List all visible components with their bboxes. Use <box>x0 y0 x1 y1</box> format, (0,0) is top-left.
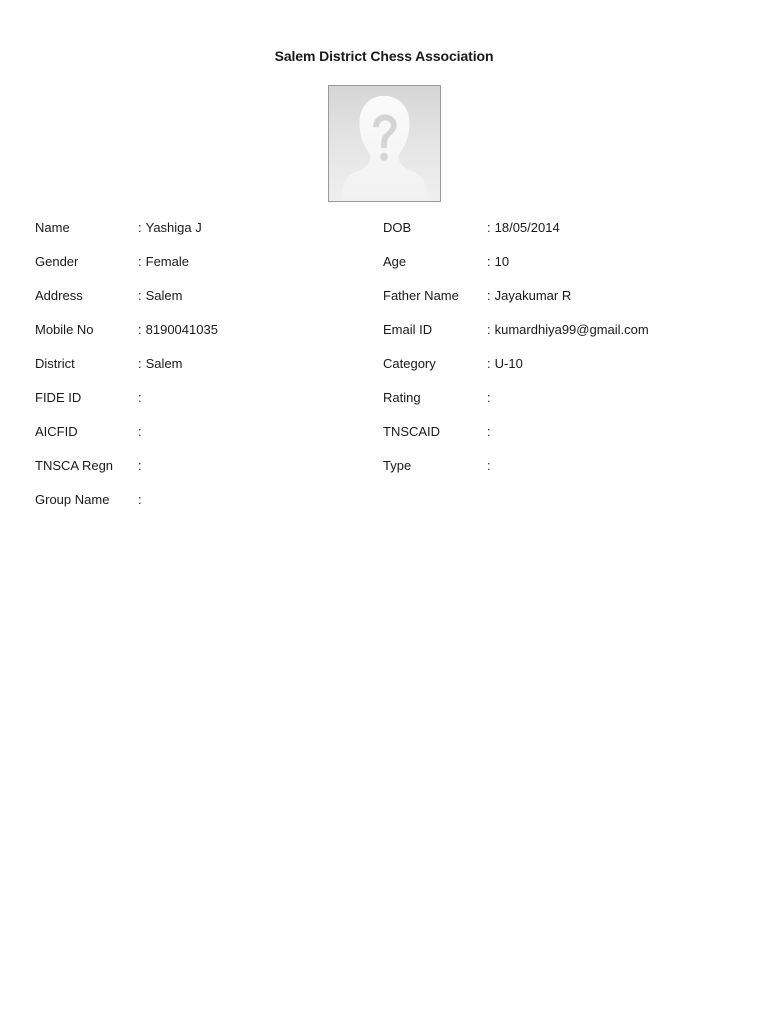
father-name-value: Jayakumar R <box>494 288 572 303</box>
age-value: 10 <box>494 254 510 269</box>
dob-value: 18/05/2014 <box>494 220 560 235</box>
field-value: : Yashiga J <box>138 220 202 235</box>
field-label: Address <box>35 288 83 303</box>
field-value: : <box>487 424 491 439</box>
email-id-value: kumardhiya99@gmail.com <box>494 322 649 337</box>
profile-photo-placeholder <box>328 85 441 202</box>
field-value: : kumardhiya99@gmail.com <box>487 322 649 337</box>
address-value: Salem <box>145 288 183 303</box>
field-label: AICFID <box>35 424 78 439</box>
district-value: Salem <box>145 356 183 371</box>
field-value: : <box>138 492 142 507</box>
field-label: Group Name <box>35 492 110 507</box>
field-label: TNSCAID <box>383 424 441 439</box>
field-value: : <box>138 458 142 473</box>
field-label: District <box>35 356 75 371</box>
field-label: Age <box>383 254 407 269</box>
field-value: : 8190041035 <box>138 322 218 337</box>
mobile-no-value: 8190041035 <box>145 322 218 337</box>
field-label: FIDE ID <box>35 390 82 405</box>
field-value: : 18/05/2014 <box>487 220 560 235</box>
field-label: Category <box>383 356 436 371</box>
field-label: DOB <box>383 220 412 235</box>
field-value: : <box>487 458 491 473</box>
name-value: Yashiga J <box>145 220 202 235</box>
field-label: Email ID <box>383 322 433 337</box>
field-label: Type <box>383 458 412 473</box>
field-value: : Salem <box>138 288 183 303</box>
field-value: : <box>138 390 142 405</box>
field-value: : U-10 <box>487 356 523 371</box>
field-label: Name <box>35 220 70 235</box>
field-label: TNSCA Regn <box>35 458 114 473</box>
field-label: Mobile No <box>35 322 94 337</box>
field-value: : Jayakumar R <box>487 288 572 303</box>
unknown-person-placeholder-icon <box>329 86 440 201</box>
field-value: : Female <box>138 254 189 269</box>
field-value: : Salem <box>138 356 183 371</box>
field-label: Father Name <box>383 288 459 303</box>
field-label: Rating <box>383 390 421 405</box>
field-value: : <box>138 424 142 439</box>
gender-value: Female <box>145 254 189 269</box>
field-value: : <box>487 390 491 405</box>
field-value: : 10 <box>487 254 510 269</box>
page-title: Salem District Chess Association <box>274 48 494 64</box>
category-value: U-10 <box>494 356 523 371</box>
field-label: Gender <box>35 254 79 269</box>
